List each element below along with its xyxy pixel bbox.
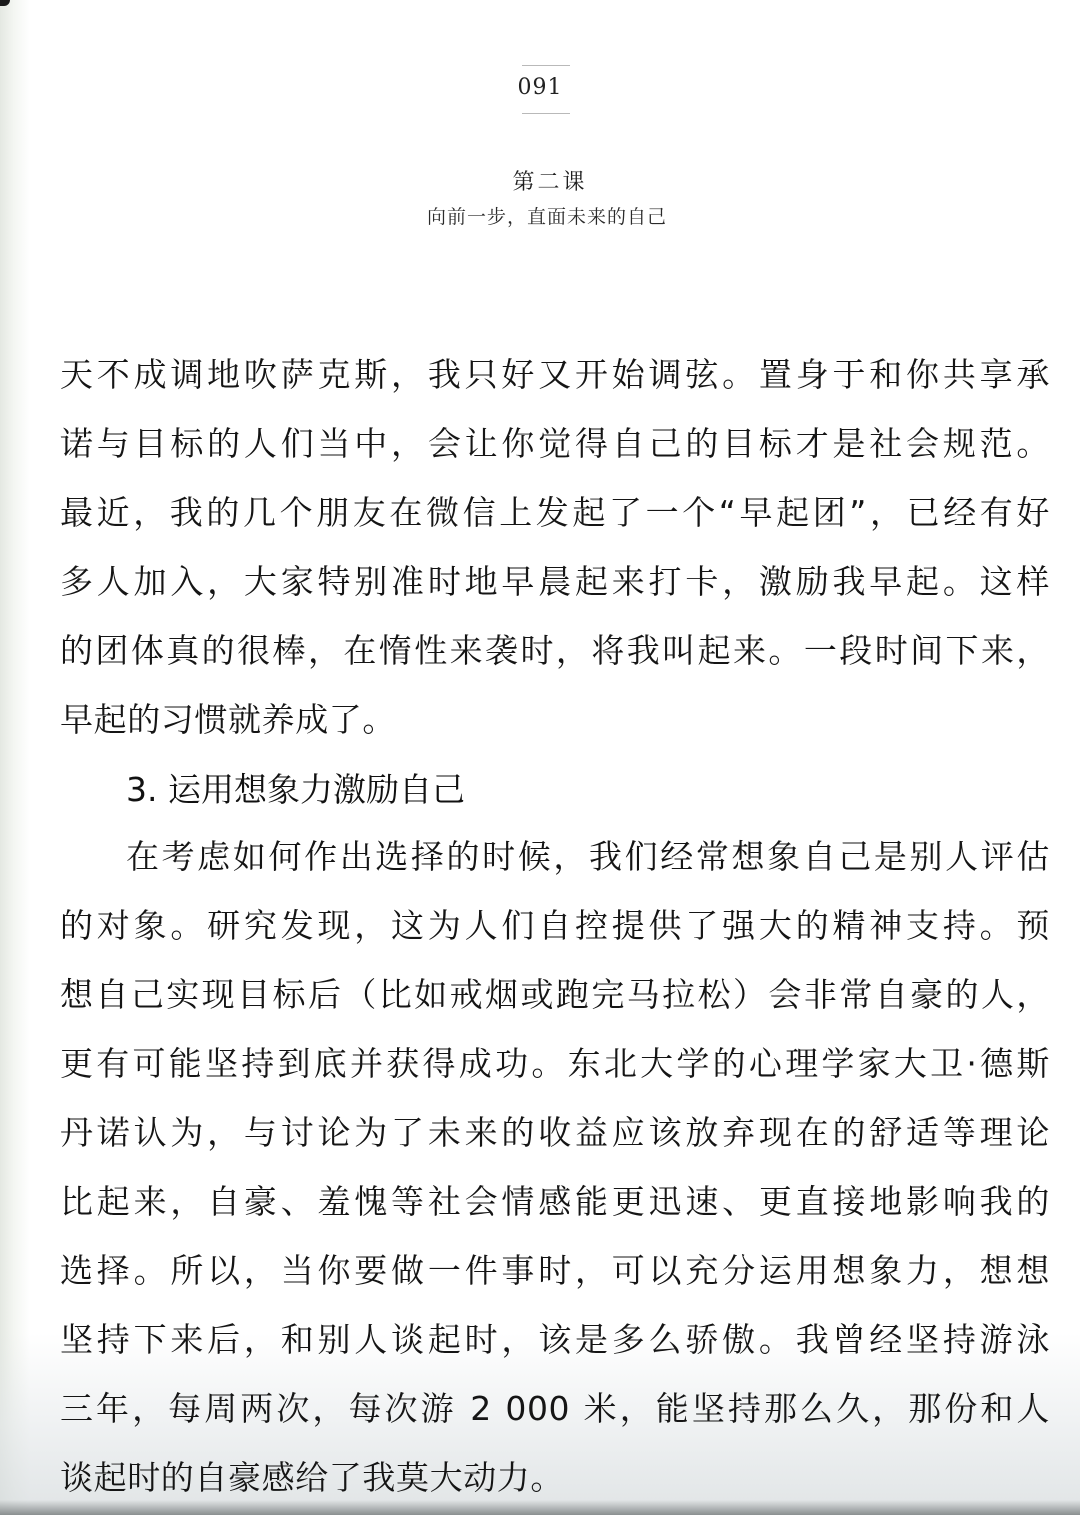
page-number: 091 (517, 75, 563, 100)
paragraph-continued (60, 340, 1050, 754)
page-corner-shadow (0, 0, 10, 6)
text-line: 的对象。研究发现，这为人们自控提供了强大的精神支持。预 (60, 906, 1050, 945)
text-line: 的团体真的很棒，在惰性来袭时，将我叫起来。一段时间下来， (60, 631, 1050, 670)
paragraph-imagination (60, 822, 1050, 1512)
text-line: 最近，我的几个朋友在微信上发起了一个“早起团”，已经有好 (60, 493, 1050, 532)
text-line: 多人加入，大家特别准时地早晨起来打卡，激励我早起。这样 (60, 562, 1050, 601)
text-line: 早起的习惯就养成了。 (60, 700, 396, 739)
section-heading: 3. 运用想象力激励自己 (126, 770, 465, 809)
text-line: 天不成调地吹萨克斯，我只好又开始调弦。置身于和你共享承 (60, 355, 1050, 394)
chapter-title: 第二课 (512, 170, 588, 195)
text-line: 坚持下来后，和别人谈起时，该是多么骄傲。我曾经坚持游泳 (60, 1320, 1050, 1359)
page-number-rule-bottom (522, 113, 570, 114)
text-line: 更有可能坚持到底并获得成功。东北大学的心理学家大卫·德斯 (60, 1044, 1050, 1083)
chapter-subtitle: 向前一步，直面未来的自己 (426, 206, 667, 228)
text-line: 比起来，自豪、羞愧等社会情感能更迅速、更直接地影响我的 (60, 1182, 1050, 1221)
text-line: 谈起时的自豪感给了我莫大动力。 (60, 1458, 564, 1497)
text-line: 丹诺认为，与讨论为了未来的收益应该放弃现在的舒适等理论 (60, 1113, 1050, 1152)
text-line: 在考虑如何作出选择的时候，我们经常想象自己是别人评估 (126, 837, 1050, 876)
text-line: 选择。所以，当你要做一件事时，可以充分运用想象力，想想 (60, 1251, 1050, 1290)
text-line: 三年，每周两次，每次游 2 000 米，能坚持那么久，那份和人 (60, 1389, 1050, 1428)
page-number-rule-top (522, 65, 570, 66)
text-line: 诺与目标的人们当中，会让你觉得自己的目标才是社会规范。 (60, 424, 1050, 463)
text-line: 想自己实现目标后（比如戒烟或跑完马拉松）会非常自豪的人， (60, 975, 1050, 1014)
